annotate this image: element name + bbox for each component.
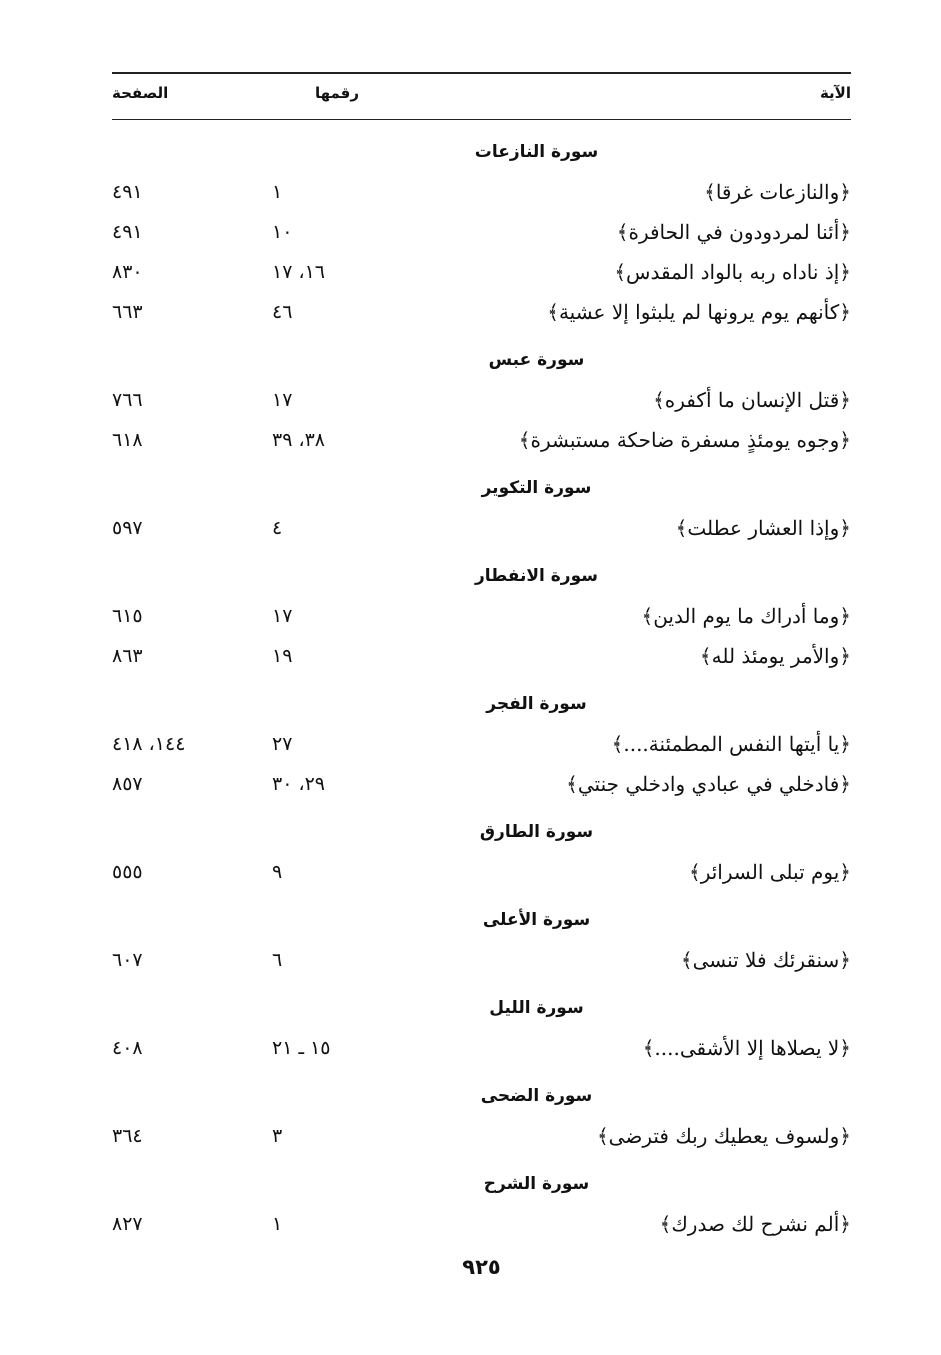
table-row [112, 212, 851, 252]
index-body [112, 132, 851, 1244]
page-ref: ٨٣٠ [112, 261, 143, 283]
table-row [112, 380, 851, 420]
table-row [112, 724, 851, 764]
table-row [112, 764, 851, 804]
ayah-number: ٩ [272, 861, 283, 883]
surah-title: سورة الأعلى [482, 910, 591, 930]
surah-title: سورة الانفطار [475, 566, 598, 586]
ayah-text: ﴿أئنا لمردودون في الحافرة﴾ [616, 220, 851, 244]
ayah-number: ٢٧ [272, 733, 293, 755]
table-row [112, 596, 851, 636]
surah-title: سورة الليل [489, 998, 584, 1018]
ayah-number: ٣٨، ٣٩ [272, 429, 326, 451]
ayah-number: ٢٩، ٣٠ [272, 773, 326, 795]
index-page [112, 72, 851, 1312]
ayah-text: ﴿كأنهم يوم يرونها لم يلبثوا إلا عشية﴾ [547, 300, 851, 324]
ayah-number: ١٧ [272, 605, 293, 627]
ayah-text: ﴿يوم تبلى السرائر﴾ [688, 860, 851, 884]
ayah-number: ١٩ [272, 645, 293, 667]
column-header-page: الصفحة [112, 84, 169, 102]
surah-title: سورة النازعات [474, 142, 599, 162]
page-ref: ٥٥٥ [112, 861, 143, 883]
table-row [112, 940, 851, 980]
ayah-number: ١٥ ـ ٢١ [272, 1037, 331, 1059]
ayah-number: ١٦، ١٧ [272, 261, 326, 283]
ayah-text: ﴿سنقرئك فلا تنسى﴾ [680, 948, 851, 972]
surah-title: سورة الشرح [483, 1174, 590, 1194]
ayah-number: ١٠ [272, 221, 293, 243]
ayah-text: ﴿وإذا العشار عطلت﴾ [675, 516, 851, 540]
ayah-number: ٤ [272, 517, 283, 539]
table-row [112, 292, 851, 332]
ayah-number: ١٧ [272, 389, 293, 411]
table-row [112, 420, 851, 460]
table-row [112, 1204, 851, 1244]
page-ref: ٦١٥ [112, 605, 143, 627]
ayah-text: ﴿قتل الإنسان ما أكفره﴾ [653, 388, 851, 412]
table-row [112, 852, 851, 892]
table-row [112, 636, 851, 676]
table-row [112, 1028, 851, 1068]
ayah-number: ٤٦ [272, 301, 293, 323]
page-ref: ٨٢٧ [112, 1213, 143, 1235]
surah-title: سورة الطارق [479, 822, 594, 842]
page-ref: ٦٠٧ [112, 949, 143, 971]
ayah-text: ﴿وجوه يومئذٍ مسفرة ضاحكة مستبشرة﴾ [518, 428, 851, 452]
surah-title: سورة الفجر [486, 694, 587, 714]
page-ref: ٨٥٧ [112, 773, 143, 795]
page-ref: ٦٦٣ [112, 301, 143, 323]
column-header-number: رقمها [314, 84, 360, 102]
page-ref: ٣٦٤ [112, 1125, 143, 1147]
surah-title: سورة عبس [488, 350, 585, 370]
page-ref: ٤٩١ [112, 221, 143, 243]
ayah-text: ﴿ألم نشرح لك صدرك﴾ [659, 1212, 851, 1236]
ayah-text: ﴿إذ ناداه ربه بالواد المقدس﴾ [614, 260, 851, 284]
page-ref: ٧٦٦ [112, 389, 143, 411]
ayah-number: ٣ [272, 1125, 283, 1147]
ayah-text: ﴿والأمر يومئذ لله﴾ [699, 644, 851, 668]
ayah-text: ﴿وما أدراك ما يوم الدين﴾ [641, 604, 851, 628]
page-ref: ٤٩١ [112, 181, 143, 203]
ayah-number: ١ [272, 1213, 283, 1235]
ayah-text: ﴿ولسوف يعطيك ربك فترضى﴾ [596, 1124, 851, 1148]
column-header-ayah: الآية [819, 84, 851, 102]
page-ref: ٨٦٣ [112, 645, 143, 667]
page-ref: ٤٠٨ [112, 1037, 143, 1059]
page-number: ٩٢٥ [462, 1255, 501, 1279]
ayah-text: ﴿والنازعات غرقا﴾ [704, 180, 851, 204]
header-rule [112, 119, 851, 120]
table-row [112, 252, 851, 292]
ayah-number: ١ [272, 181, 283, 203]
ayah-text: ﴿يا أيتها النفس المطمئنة....﴾ [611, 732, 851, 756]
table-row [112, 1116, 851, 1156]
table-row [112, 508, 851, 548]
top-rule [112, 72, 851, 74]
page-ref: ٦١٨ [112, 429, 143, 451]
table-row [112, 172, 851, 212]
ayah-number: ٦ [272, 949, 283, 971]
ayah-text: ﴿فادخلي في عبادي وادخلي جنتي﴾ [566, 772, 851, 796]
surah-title: سورة الضحى [480, 1086, 593, 1106]
surah-title: سورة التكوير [481, 478, 592, 498]
page-ref: ٥٩٧ [112, 517, 143, 539]
ayah-text: ﴿لا يصلاها إلا الأشقى....﴾ [642, 1036, 851, 1060]
page-ref: ١٤٤، ٤١٨ [112, 733, 186, 755]
